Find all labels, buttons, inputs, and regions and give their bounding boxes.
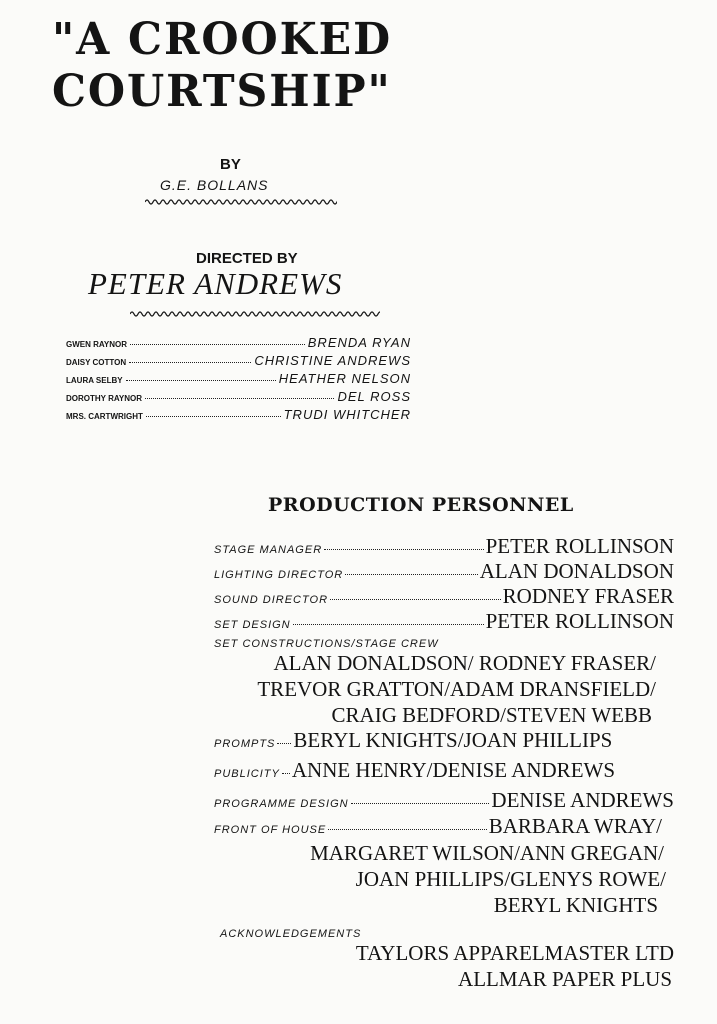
crew-role: PUBLICITY [214,768,280,780]
crew-name-line: JOAN PHILLIPS/GLENYS ROWE/ [355,867,666,891]
acknowledgement-line: TAYLORS APPARELMASTER LTD [355,941,674,965]
crew-row-stage-manager [214,534,674,559]
leader-dots [130,344,305,345]
crew-role: FRONT OF HOUSE [214,824,327,836]
crew-name: BERYL KNIGHTS/JOAN PHILLIPS [293,728,613,752]
play-title-line-1: "A CROOKED [52,14,393,65]
crew-row-front-of-house [214,814,662,840]
crew-list [214,534,674,992]
play-title-line-2: COURTSHIP" [52,66,392,117]
leader-dots [146,416,281,417]
cast-role: DAISY COTTON [66,358,127,367]
cast-role: GWEN RAYNOR [66,340,128,349]
crew-role: SOUND DIRECTOR [214,594,329,606]
leader-dots [129,362,251,363]
cast-row [66,389,411,407]
crew-name-line: CRAIG BEDFORD/STEVEN WEBB [331,703,652,727]
cast-row [66,407,411,425]
leader-dots [328,829,486,830]
crew-name-line: ALAN DONALDSON/ RODNEY FRASER/ [273,651,656,675]
crew-row-prompts [214,728,669,758]
crew-row-sound-director [214,584,674,609]
cast-role: DOROTHY RAYNOR [66,394,143,403]
play-title [52,14,401,118]
leader-dots [145,398,334,399]
crew-name: RODNEY FRASER [502,584,674,608]
leader-dots [126,380,276,381]
leader-dots [345,574,477,575]
crew-row-set-design [214,609,674,634]
cast-row [66,353,411,371]
cast-actor: BRENDA RYAN [307,335,411,350]
cast-actor: HEATHER NELSON [278,371,411,386]
leader-dots [324,549,483,550]
production-personnel-heading: PRODUCTION PERSONNEL [268,494,574,516]
crew-role-set-construction: SET CONSTRUCTIONS/STAGE CREW [214,638,439,650]
cast-actor: DEL ROSS [337,389,411,404]
crew-name: ALAN DONALDSON [479,559,674,583]
crew-role: PROMPTS [214,738,276,750]
acknowledgement-line: ALLMAR PAPER PLUS [458,967,672,991]
leader-dots [330,599,501,600]
by-label: BY [220,156,241,173]
cast-row [66,335,411,353]
crew-name-line: TREVOR GRATTON/ADAM DRANSFIELD/ [257,677,656,701]
crew-name-line: MARGARET WILSON/ANN GREGAN/ [310,841,664,865]
crew-name: PETER ROLLINSON [485,609,674,633]
crew-role: STAGE MANAGER [214,544,323,556]
leader-dots [282,773,290,774]
crew-name: PETER ROLLINSON [485,534,674,558]
leader-dots [351,803,490,804]
cast-list [66,335,411,425]
leader-dots [293,624,484,625]
crew-role: LIGHTING DIRECTOR [214,569,344,581]
director-name: PETER ANDREWS [88,266,343,301]
leader-dots [277,743,291,744]
crew-name: ANNE HENRY/DENISE ANDREWS [291,758,616,782]
directed-by-label: DIRECTED BY [196,250,298,267]
crew-row-lighting-director [214,559,674,584]
crew-name: BARBARA WRAY/ [488,814,662,838]
cast-row [66,371,411,389]
cast-actor: TRUDI WHITCHER [283,407,411,422]
cast-role: LAURA SELBY [66,376,123,385]
author-divider [145,198,337,206]
director-divider [130,310,380,318]
crew-role: PROGRAMME DESIGN [214,798,349,810]
cast-actor: CHRISTINE ANDREWS [254,353,411,368]
crew-role: SET DESIGN [214,619,291,631]
crew-name: DENISE ANDREWS [491,788,674,812]
author-name: G.E. BOLLANS [160,177,269,193]
crew-row-publicity [214,758,671,788]
cast-role: MRS. CARTWRIGHT [66,412,143,421]
crew-row-programme-design [214,788,674,814]
acknowledgements-heading: ACKNOWLEDGEMENTS [220,928,362,940]
crew-name-line: BERYL KNIGHTS [493,893,658,917]
